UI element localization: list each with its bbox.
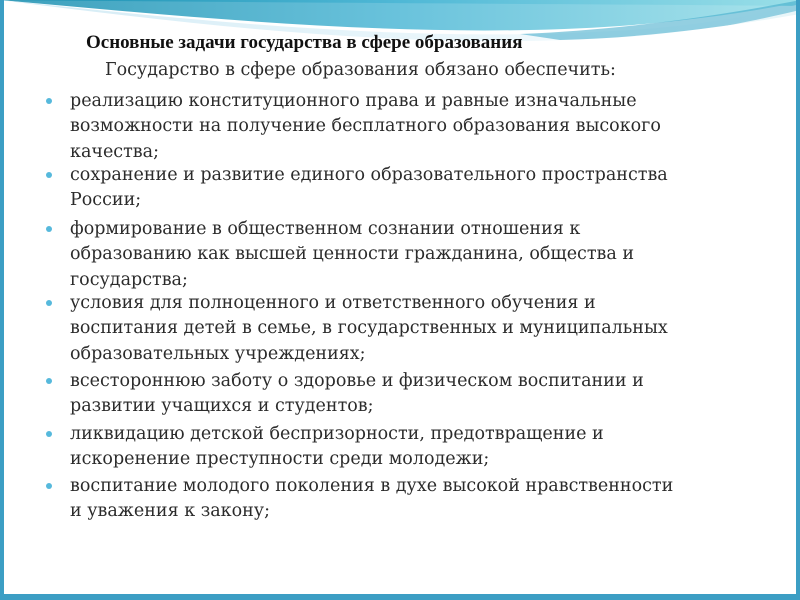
- slide-intro: Государство в сфере образования обязано обеспечить:: [105, 60, 616, 80]
- list-item-line: и уважения к закону;: [70, 501, 271, 522]
- list-item: [70, 89, 760, 165]
- list-item-line: условия для полноценного и ответственного обучения и: [70, 293, 596, 313]
- list-item-line: образовательных учреждениях;: [70, 343, 366, 364]
- list-item-line: возможности на получение бесплатного образования высокого: [70, 116, 661, 137]
- list-item: [70, 369, 760, 420]
- bullet-icon: [46, 172, 52, 178]
- list-item-line: сохранение и развитие единого образовательного пространства: [70, 165, 668, 185]
- list-item-line: реализацию конституционного права и равные изначальные: [70, 91, 637, 111]
- bullet-icon: [46, 98, 52, 104]
- list-item-line: всестороннюю заботу о здоровье и физическом воспитании и: [70, 371, 644, 391]
- list-item: [70, 291, 760, 367]
- list-item-line: ликвидацию детской беспризорности, предотвращение и: [70, 424, 604, 444]
- list-item: [70, 217, 760, 293]
- list-item-line: воспитания детей в семье, в государственных и муниципальных: [70, 318, 668, 339]
- bullet-icon: [46, 431, 52, 437]
- bullet-icon: [46, 378, 52, 384]
- list-item-line: образованию как высшей ценности гражданина, общества и: [70, 244, 635, 265]
- list-item: [70, 474, 760, 525]
- slide-title: Основные задачи государства в сфере образования: [86, 32, 523, 53]
- list-item-line: качества;: [70, 141, 159, 162]
- list-item-line: развитии учащихся и студентов;: [70, 396, 374, 417]
- list-item-line: воспитание молодого поколения в духе высокой нравственности: [70, 476, 674, 496]
- list-item-line: формирование в общественном сознании отношения к: [70, 219, 581, 239]
- bullet-icon: [46, 483, 52, 489]
- bullet-icon: [46, 300, 52, 306]
- bullet-icon: [46, 226, 52, 232]
- list-item-line: России;: [70, 190, 142, 211]
- list-item-line: государства;: [70, 269, 188, 290]
- list-item: [70, 163, 760, 214]
- list-item-line: искоренение преступности среди молодежи;: [70, 449, 490, 470]
- list-item: [70, 422, 760, 473]
